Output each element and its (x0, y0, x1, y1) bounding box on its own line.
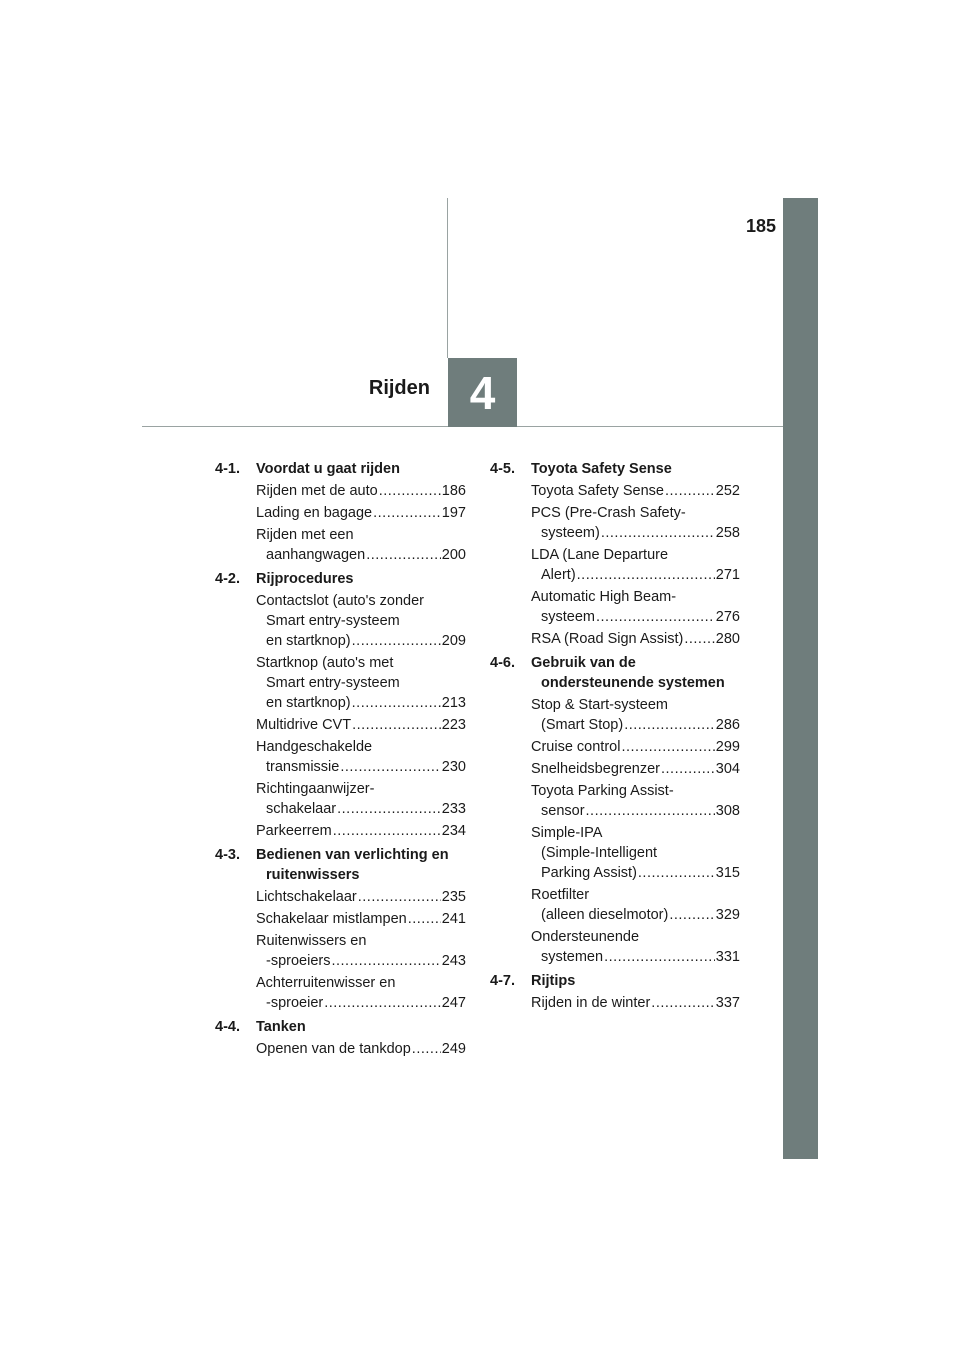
entry-title: Parkeerrem (256, 823, 332, 839)
dot-leader (366, 545, 441, 565)
section-title-line: Toyota Safety Sense (531, 461, 672, 477)
toc-left-column (215, 459, 466, 1059)
entry-text-line: Simple-IPA (531, 825, 603, 841)
dot-leader (651, 993, 715, 1013)
toc-entry[interactable] (531, 737, 740, 757)
toc-entry[interactable] (256, 503, 466, 523)
toc-entry[interactable] (531, 781, 740, 821)
entry-leader-line (531, 565, 740, 585)
section-number: 4-6. (490, 655, 515, 671)
section-title-line: Rijprocedures (256, 571, 354, 587)
entry-title: (Smart Stop) (541, 717, 624, 733)
section-title (256, 459, 466, 479)
toc-entry[interactable] (256, 715, 466, 735)
toc-section-heading (215, 1017, 466, 1037)
dot-leader (379, 481, 441, 501)
toc-entry[interactable] (531, 993, 740, 1013)
toc-section-heading (215, 569, 466, 589)
entry-title: Cruise control (531, 739, 621, 755)
entry-title: RSA (Road Sign Assist) (531, 631, 684, 647)
dot-leader (408, 909, 441, 929)
section-number: 4-7. (490, 973, 515, 989)
dot-leader (661, 759, 715, 779)
entry-title: (alleen dieselmotor) (541, 907, 669, 923)
dot-leader (684, 629, 714, 649)
entry-page-number: 304 (715, 761, 740, 777)
toc-entry[interactable] (531, 545, 740, 585)
entry-leader-line (531, 607, 740, 627)
entry-text-line: (Simple-Intelligent (541, 845, 658, 861)
entry-title: -sproeiers (266, 953, 331, 969)
entry-text-line: Ruitenwissers en (256, 933, 367, 949)
chapter-side-tab (783, 198, 818, 1159)
toc-entry[interactable] (256, 481, 466, 501)
entry-title: Lichtschakelaar (256, 889, 357, 905)
dot-leader (373, 503, 441, 523)
entry-page-number: 299 (715, 739, 740, 755)
toc-entry[interactable] (256, 525, 466, 565)
entry-title: Openen van de tankdop (256, 1041, 411, 1057)
section-title (256, 1017, 466, 1037)
entry-title: aanhangwagen (266, 547, 366, 563)
entry-page-number: 258 (715, 525, 740, 541)
entry-leader-line (256, 481, 466, 501)
entry-text-line: LDA (Lane Departure (531, 547, 669, 563)
section-title (531, 459, 740, 479)
entry-leader-line (531, 993, 740, 1013)
entry-leader-line (531, 863, 740, 883)
entry-page-number: 209 (441, 633, 466, 649)
dot-leader (601, 523, 715, 543)
toc-entry[interactable] (256, 779, 466, 819)
toc-entry[interactable] (256, 591, 466, 651)
entry-page-number: 308 (715, 803, 740, 819)
entry-title: en startknop) (266, 695, 351, 711)
section-title (256, 845, 466, 885)
entry-title: Multidrive CVT (256, 717, 352, 733)
entry-page-number: 234 (441, 823, 466, 839)
entry-leader-line (256, 993, 466, 1013)
dot-leader (669, 905, 714, 925)
entry-page-number: 329 (715, 907, 740, 923)
dot-leader (324, 993, 441, 1013)
entry-title: systemen (541, 949, 604, 965)
toc-entry[interactable] (531, 759, 740, 779)
toc-entry[interactable] (531, 587, 740, 627)
section-number: 4-3. (215, 847, 240, 863)
entry-page-number: 276 (715, 609, 740, 625)
entry-text-line: Achterruitenwisser en (256, 975, 396, 991)
entry-text-line: Rijden met een (256, 527, 354, 543)
entry-page-number: 235 (441, 889, 466, 905)
dot-leader (352, 715, 441, 735)
toc-entry[interactable] (531, 629, 740, 649)
entry-text-line: Roetfilter (531, 887, 590, 903)
entry-title: Rijden in de winter (531, 995, 651, 1011)
entry-text-line: Ondersteunende (531, 929, 640, 945)
entry-leader-line (531, 801, 740, 821)
dot-leader (412, 1039, 441, 1059)
entry-title: transmissie (266, 759, 340, 775)
entry-title: Snelheidsbegrenzer (531, 761, 660, 777)
section-title-line: Rijtips (531, 973, 576, 989)
toc-section-heading (490, 653, 740, 693)
entry-page-number: 249 (441, 1041, 466, 1057)
entry-leader-line (256, 631, 466, 651)
section-number: 4-2. (215, 571, 240, 587)
entry-page-number: 247 (441, 995, 466, 1011)
section-title-line: ondersteunende systemen (541, 675, 725, 691)
entry-leader-line (256, 909, 466, 929)
entry-page-number: 230 (441, 759, 466, 775)
toc-entry[interactable] (256, 821, 466, 841)
entry-leader-line (256, 545, 466, 565)
section-title-line: Tanken (256, 1019, 306, 1035)
entry-title: systeem) (541, 525, 600, 541)
toc-entry[interactable] (256, 1039, 466, 1059)
toc-section-heading (490, 971, 740, 991)
section-number: 4-5. (490, 461, 515, 477)
entry-title: Toyota Safety Sense (531, 483, 664, 499)
entry-leader-line (531, 759, 740, 779)
entry-page-number: 233 (441, 801, 466, 817)
entry-leader-line (256, 951, 466, 971)
entry-leader-line (531, 905, 740, 925)
entry-title: en startknop) (266, 633, 351, 649)
section-title-line: ruitenwissers (266, 867, 360, 883)
toc-entry[interactable] (256, 909, 466, 929)
entry-leader-line (256, 1039, 466, 1059)
dot-leader (333, 821, 441, 841)
entry-page-number: 223 (441, 717, 466, 733)
entry-leader-line (531, 523, 740, 543)
toc-entry[interactable] (256, 931, 466, 971)
dot-leader (352, 631, 441, 651)
toc-entry[interactable] (256, 887, 466, 907)
entry-leader-line (531, 715, 740, 735)
entry-title: Parking Assist) (541, 865, 637, 881)
entry-leader-line (256, 503, 466, 523)
entry-text-line: Handgeschakelde (256, 739, 373, 755)
toc-entry[interactable] (256, 737, 466, 777)
entry-title: Alert) (541, 567, 576, 583)
entry-leader-line (256, 757, 466, 777)
toc-entry[interactable] (531, 481, 740, 501)
toc-entry[interactable] (531, 695, 740, 735)
section-number: 4-4. (215, 1019, 240, 1035)
entry-leader-line (256, 887, 466, 907)
dot-leader (621, 737, 714, 757)
chapter-number-box (448, 358, 517, 427)
entry-page-number: 271 (715, 567, 740, 583)
entry-text-line: Smart entry-systeem (266, 675, 400, 691)
entry-page-number: 331 (715, 949, 740, 965)
entry-title: sensor (541, 803, 585, 819)
entry-leader-line (531, 629, 740, 649)
section-title-line: Bedienen van verlichting en (256, 847, 449, 863)
entry-leader-line (531, 737, 740, 757)
entry-page-number: 337 (715, 995, 740, 1011)
entry-page-number: 315 (715, 865, 740, 881)
entry-page-number: 213 (441, 695, 466, 711)
toc-entry[interactable] (531, 885, 740, 925)
entry-leader-line (531, 481, 740, 501)
toc-entry[interactable] (531, 823, 740, 883)
toc-entry[interactable] (531, 503, 740, 543)
dot-leader (638, 863, 715, 883)
section-title (531, 971, 740, 991)
dot-leader (596, 607, 715, 627)
entry-text-line: Richtingaanwijzer- (256, 781, 375, 797)
entry-title: schakelaar (266, 801, 337, 817)
entry-page-number: 280 (715, 631, 740, 647)
section-title (531, 653, 740, 693)
toc-section-heading (215, 845, 466, 885)
page-number: 185 (745, 216, 776, 236)
section-number: 4-1. (215, 461, 240, 477)
toc-section-heading (215, 459, 466, 479)
entry-title: -sproeier (266, 995, 324, 1011)
dot-leader (577, 565, 715, 585)
entry-leader-line (256, 715, 466, 735)
toc-entry[interactable] (531, 927, 740, 967)
section-title-line: Voordat u gaat rijden (256, 461, 400, 477)
entry-leader-line (531, 947, 740, 967)
dot-leader (604, 947, 715, 967)
entry-text-line: Contactslot (auto's zonder (256, 593, 424, 609)
entry-page-number: 186 (441, 483, 466, 499)
entry-page-number: 252 (715, 483, 740, 499)
entry-title: Schakelaar mistlampen (256, 911, 407, 927)
entry-page-number: 286 (715, 717, 740, 733)
entry-text-line: Automatic High Beam- (531, 589, 677, 605)
toc-section-heading (490, 459, 740, 479)
entry-page-number: 241 (441, 911, 466, 927)
section-title (256, 569, 466, 589)
entry-page-number: 197 (441, 505, 466, 521)
chapter-title: Rijden (368, 377, 430, 399)
dot-leader (337, 799, 441, 819)
entry-text-line: Smart entry-systeem (266, 613, 400, 629)
header-vertical-rule (447, 198, 448, 358)
entry-page-number: 243 (441, 953, 466, 969)
chapter-number: 4 (469, 366, 496, 419)
dot-leader (624, 715, 715, 735)
entry-leader-line (256, 821, 466, 841)
toc-right-column (490, 459, 740, 1013)
entry-text-line: PCS (Pre-Crash Safety- (531, 505, 686, 521)
dot-leader (358, 887, 441, 907)
entry-text-line: Toyota Parking Assist- (531, 783, 674, 799)
dot-leader (352, 693, 441, 713)
dot-leader (340, 757, 440, 777)
entry-title: Lading en bagage (256, 505, 373, 521)
entry-text-line: Startknop (auto's met (256, 655, 394, 671)
toc-entry[interactable] (256, 973, 466, 1013)
entry-leader-line (256, 693, 466, 713)
section-title-line: Gebruik van de (531, 655, 636, 671)
toc-entry[interactable] (256, 653, 466, 713)
entry-leader-line (256, 799, 466, 819)
entry-text-line: Stop & Start-systeem (531, 697, 668, 713)
dot-leader (665, 481, 715, 501)
entry-title: Rijden met de auto (256, 483, 378, 499)
dot-leader (586, 801, 715, 821)
entry-page-number: 200 (441, 547, 466, 563)
entry-title: systeem (541, 609, 595, 625)
dot-leader (331, 951, 440, 971)
